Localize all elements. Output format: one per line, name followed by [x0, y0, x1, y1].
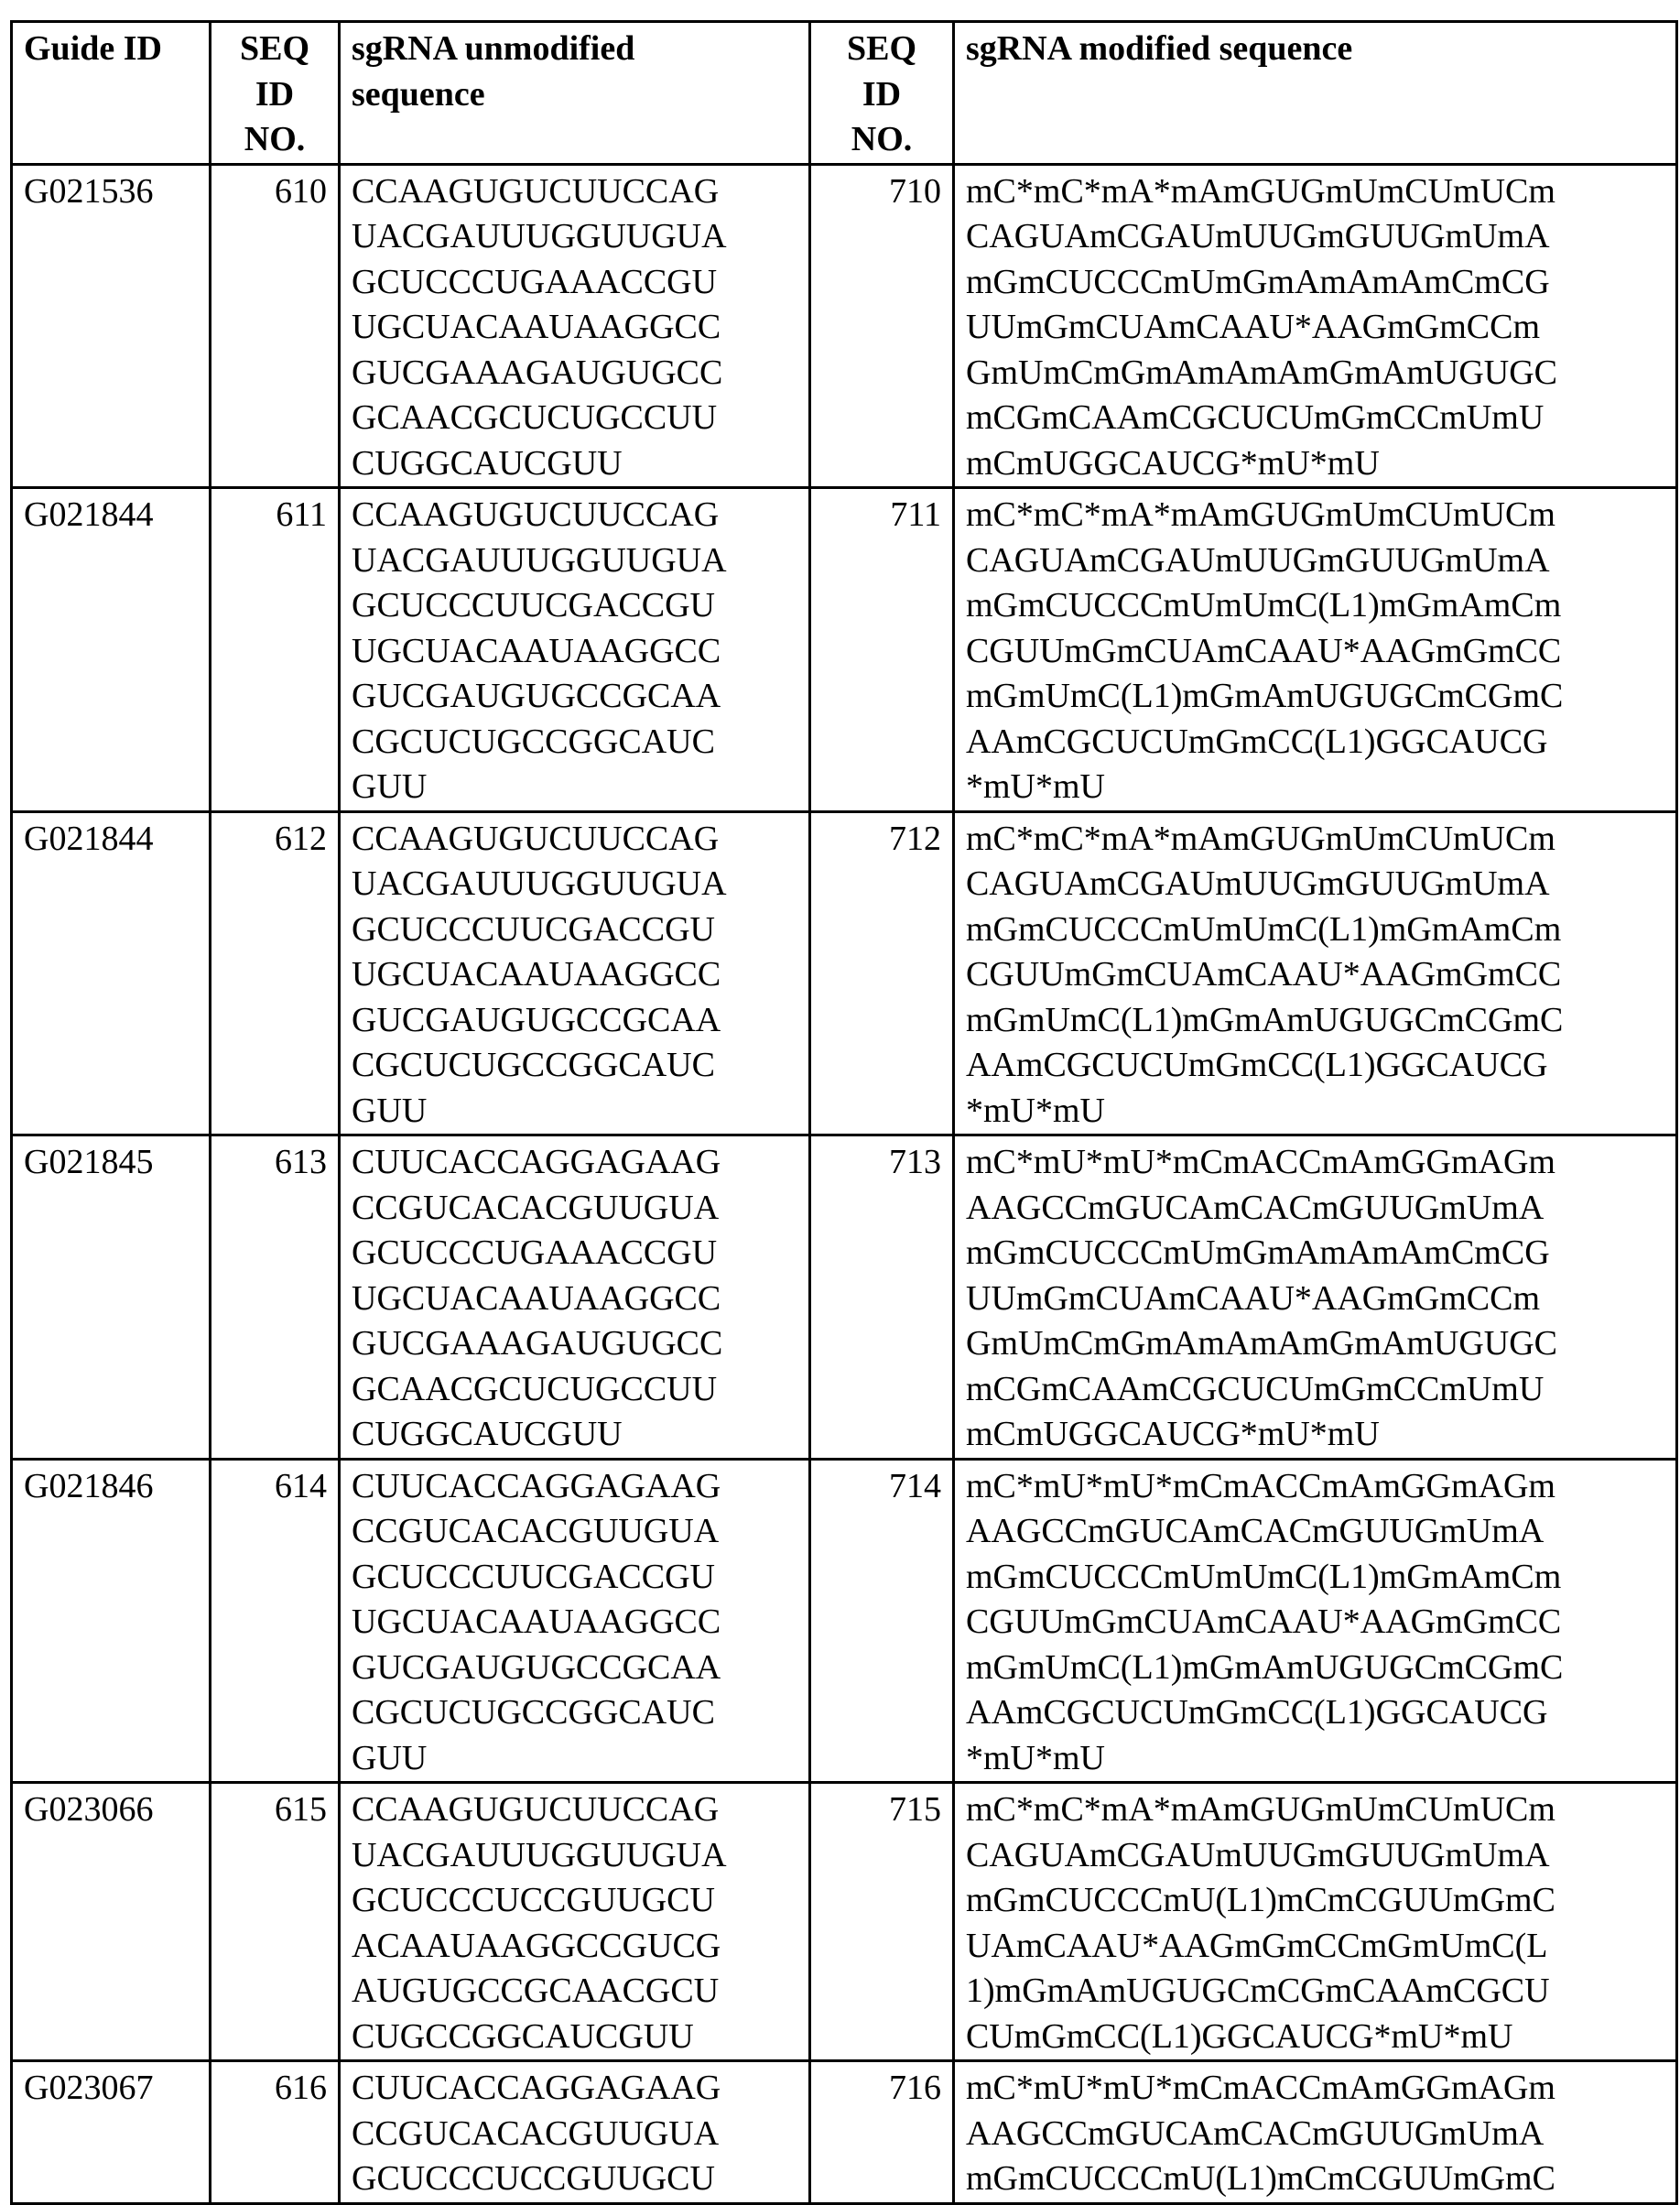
sequence-line: CAGUAmCGAUmUUGmGUUGmUmA — [966, 1833, 1664, 1879]
sequence-line: mGmCUCCCmU(L1)mCmCGUUmGmC — [966, 1878, 1664, 1924]
sequence-line: CCGUCACACGUUGUA — [352, 1186, 797, 1232]
sequence-line: GUU — [352, 765, 797, 810]
header-label: Guide ID — [24, 27, 198, 72]
sequence-line: UUmGmCUAmCAAU*AAGmGmCCm — [966, 305, 1664, 351]
sequence-line: CGUUmGmCUAmCAAU*AAGmGmCC — [966, 629, 1664, 675]
sequence-line: UGCUACAAUAAGGCC — [352, 1276, 797, 1322]
sequence-line: UGCUACAAUAAGGCC — [352, 305, 797, 351]
unmodified-sequence-cell — [340, 2061, 810, 2204]
cell-text: 716 — [822, 2066, 941, 2112]
sequence-line: mGmUmC(L1)mGmAmUGUGCmCGmC — [966, 998, 1664, 1044]
cell-text: 616 — [222, 2066, 327, 2112]
modified-sequence-cell — [954, 1783, 1677, 2061]
sequence-line: CCAAGUGUCUUCCAG — [352, 817, 797, 863]
sequence-line: CCAAGUGUCUUCCAG — [352, 169, 797, 215]
header-seq-id-modified — [810, 22, 954, 165]
sequence-line: GCAACGCUCUGCCUU — [352, 1367, 797, 1413]
modified-sequence-cell — [954, 2061, 1677, 2204]
sequence-line: CAGUAmCGAUmUUGmGUUGmUmA — [966, 214, 1664, 260]
seq-id-unmodified-cell — [211, 2061, 340, 2204]
table-row — [12, 488, 1677, 812]
sequence-line: mCGmCAAmCGCUCUmGmCCmUmU — [966, 396, 1664, 441]
sequence-line: AAGCCmGUCAmCACmGUUGmUmA — [966, 2112, 1664, 2157]
header-seq-id-unmodified — [211, 22, 340, 165]
sequence-line: GUCGAUGUGCCGCAA — [352, 998, 797, 1044]
sequence-line: CGCUCUGCCGGCAUC — [352, 1043, 797, 1089]
cell-text: 711 — [822, 493, 941, 538]
sequence-line: GCUCCCUCCGUUGCU — [352, 1878, 797, 1924]
sequence-line: *mU*mU — [966, 1736, 1664, 1782]
cell-text: G021844 — [24, 493, 198, 538]
sequence-line: CUGGCAUCGUU — [352, 441, 797, 487]
sequence-line: AAmCGCUCUmGmCC(L1)GGCAUCG — [966, 720, 1664, 766]
sequence-line: mGmCUCCCmUmGmAmAmAmCmCG — [966, 260, 1664, 306]
sequence-line: UGCUACAAUAAGGCC — [352, 629, 797, 675]
header-label: SEQ — [822, 27, 941, 72]
sequence-line: mGmUmC(L1)mGmAmUGUGCmCGmC — [966, 1646, 1664, 1691]
sequence-line: GCUCCCUCCGUUGCU — [352, 2156, 797, 2202]
cell-text: 712 — [822, 817, 941, 863]
sequence-line: CCGUCACACGUUGUA — [352, 1509, 797, 1555]
cell-text: G023066 — [24, 1787, 198, 1833]
sequence-line: *mU*mU — [966, 765, 1664, 810]
sequence-line: UGCUACAAUAAGGCC — [352, 1600, 797, 1646]
table-row — [12, 1459, 1677, 1783]
header-label: sequence — [352, 72, 797, 118]
cell-text: 612 — [222, 817, 327, 863]
unmodified-sequence-cell — [340, 488, 810, 812]
cell-text: G021536 — [24, 169, 198, 215]
sequence-line: UACGAUUUGGUUGUA — [352, 862, 797, 907]
cell-text: 715 — [822, 1787, 941, 1833]
sequence-line: GmUmCmGmAmAmAmGmAmUGUGC — [966, 351, 1664, 396]
sequence-line: mGmCUCCCmUmUmC(L1)mGmAmCm — [966, 1555, 1664, 1601]
sequence-line: GCUCCCUUCGACCGU — [352, 907, 797, 953]
sequence-line: 1)mGmAmUGUGCmCGmCAAmCGCU — [966, 1969, 1664, 2015]
sequence-line: CUGCCGGCAUCGUU — [352, 2015, 797, 2060]
cell-text: G021845 — [24, 1140, 198, 1186]
sequence-line: CCGUCACACGUUGUA — [352, 2112, 797, 2157]
modified-sequence-cell — [954, 1459, 1677, 1783]
sequence-line: mC*mC*mA*mAmGUGmUmCUmUCm — [966, 817, 1664, 863]
sequence-line: mCGmCAAmCGCUCUmGmCCmUmU — [966, 1367, 1664, 1413]
sequence-line: UACGAUUUGGUUGUA — [352, 538, 797, 584]
guide-id-cell — [12, 2061, 211, 2204]
guide-id-cell — [12, 1459, 211, 1783]
sequence-line: GCUCCCUUCGACCGU — [352, 1555, 797, 1601]
sequence-line: CAGUAmCGAUmUUGmGUUGmUmA — [966, 862, 1664, 907]
header-label: ID — [822, 72, 941, 118]
sequence-line: CGCUCUGCCGGCAUC — [352, 1690, 797, 1736]
sequence-line: mCmUGGCAUCG*mU*mU — [966, 1412, 1664, 1458]
sequence-line: UACGAUUUGGUUGUA — [352, 1833, 797, 1879]
sequence-line: mGmCUCCCmUmUmC(L1)mGmAmCm — [966, 907, 1664, 953]
cell-text: 710 — [822, 169, 941, 215]
table-body — [12, 164, 1677, 2203]
sequence-line: CUmGmCC(L1)GGCAUCG*mU*mU — [966, 2015, 1664, 2060]
sequence-line: UAmCAAU*AAGmGmCCmGmUmC(L — [966, 1924, 1664, 1970]
sequence-line: mC*mU*mU*mCmACCmAmGGmAGm — [966, 1464, 1664, 1510]
sgrna-table — [10, 20, 1678, 2205]
cell-text: G021846 — [24, 1464, 198, 1510]
sequence-line: CUUCACCAGGAGAAG — [352, 1464, 797, 1510]
unmodified-sequence-cell — [340, 1783, 810, 2061]
cell-text: 611 — [222, 493, 327, 538]
cell-text: 615 — [222, 1787, 327, 1833]
header-label: sgRNA modified sequence — [966, 27, 1664, 72]
cell-text: 613 — [222, 1140, 327, 1186]
cell-text: 614 — [222, 1464, 327, 1510]
header-label: NO. — [222, 117, 327, 163]
sequence-line: UACGAUUUGGUUGUA — [352, 214, 797, 260]
modified-sequence-cell — [954, 488, 1677, 812]
sequence-line: CCAAGUGUCUUCCAG — [352, 493, 797, 538]
sequence-line: CUGGCAUCGUU — [352, 1412, 797, 1458]
unmodified-sequence-cell — [340, 1135, 810, 1460]
seq-id-unmodified-cell — [211, 1135, 340, 1460]
sequence-line: mGmCUCCCmU(L1)mCmCGUUmGmC — [966, 2156, 1664, 2202]
sequence-line: GCUCCCUGAAACCGU — [352, 260, 797, 306]
header-unmodified-sequence — [340, 22, 810, 165]
seq-id-unmodified-cell — [211, 811, 340, 1135]
sequence-line: GCUCCCUUCGACCGU — [352, 583, 797, 629]
sequence-line: CCAAGUGUCUUCCAG — [352, 1787, 797, 1833]
table-row — [12, 2061, 1677, 2204]
table-row — [12, 1783, 1677, 2061]
sequence-line: AAGCCmGUCAmCACmGUUGmUmA — [966, 1509, 1664, 1555]
unmodified-sequence-cell — [340, 1459, 810, 1783]
guide-id-cell — [12, 488, 211, 812]
modified-sequence-cell — [954, 1135, 1677, 1460]
seq-id-modified-cell — [810, 2061, 954, 2204]
modified-sequence-cell — [954, 164, 1677, 488]
header-label: sgRNA unmodified — [352, 27, 797, 72]
header-modified-sequence — [954, 22, 1677, 165]
header-label: ID — [222, 72, 327, 118]
sequence-line: mGmCUCCCmUmGmAmAmAmCmCG — [966, 1231, 1664, 1276]
table-row — [12, 164, 1677, 488]
sequence-line: mCmUGGCAUCG*mU*mU — [966, 441, 1664, 487]
header-label: SEQ — [222, 27, 327, 72]
modified-sequence-cell — [954, 811, 1677, 1135]
sequence-line: GCUCCCUGAAACCGU — [352, 1231, 797, 1276]
sequence-line: mC*mC*mA*mAmGUGmUmCUmUCm — [966, 1787, 1664, 1833]
sequence-line: mC*mC*mA*mAmGUGmUmCUmUCm — [966, 493, 1664, 538]
seq-id-modified-cell — [810, 488, 954, 812]
seq-id-modified-cell — [810, 1135, 954, 1460]
sequence-line: GUCGAUGUGCCGCAA — [352, 674, 797, 720]
sequence-line: *mU*mU — [966, 1089, 1664, 1135]
guide-id-cell — [12, 1783, 211, 2061]
seq-id-modified-cell — [810, 1783, 954, 2061]
sequence-line: mGmUmC(L1)mGmAmUGUGCmCGmC — [966, 674, 1664, 720]
sequence-line: ACAAUAAGGCCGUCG — [352, 1924, 797, 1970]
sequence-line: GUU — [352, 1736, 797, 1782]
guide-id-cell — [12, 811, 211, 1135]
seq-id-unmodified-cell — [211, 488, 340, 812]
sequence-line: GUCGAUGUGCCGCAA — [352, 1646, 797, 1691]
sequence-line: CUUCACCAGGAGAAG — [352, 1140, 797, 1186]
sequence-line: UUmGmCUAmCAAU*AAGmGmCCm — [966, 1276, 1664, 1322]
header-label: NO. — [822, 117, 941, 163]
header-guide-id — [12, 22, 211, 165]
seq-id-unmodified-cell — [211, 1459, 340, 1783]
sequence-line: mC*mC*mA*mAmGUGmUmCUmUCm — [966, 169, 1664, 215]
guide-id-cell — [12, 164, 211, 488]
seq-id-modified-cell — [810, 1459, 954, 1783]
sequence-line: CAGUAmCGAUmUUGmGUUGmUmA — [966, 538, 1664, 584]
table-row — [12, 1135, 1677, 1460]
sequence-line: CUUCACCAGGAGAAG — [352, 2066, 797, 2112]
sequence-line: AAGCCmGUCAmCACmGUUGmUmA — [966, 1186, 1664, 1232]
sequence-line: mGmCUCCCmUmUmC(L1)mGmAmCm — [966, 583, 1664, 629]
unmodified-sequence-cell — [340, 811, 810, 1135]
seq-id-unmodified-cell — [211, 1783, 340, 2061]
cell-text: 713 — [822, 1140, 941, 1186]
sequence-line: AAmCGCUCUmGmCC(L1)GGCAUCG — [966, 1043, 1664, 1089]
sequence-line: mC*mU*mU*mCmACCmAmGGmAGm — [966, 1140, 1664, 1186]
cell-text: 714 — [822, 1464, 941, 1510]
sequence-line: mC*mU*mU*mCmACCmAmGGmAGm — [966, 2066, 1664, 2112]
sequence-line: CGCUCUGCCGGCAUC — [352, 720, 797, 766]
sequence-line: GUU — [352, 1089, 797, 1135]
sequence-line: CGUUmGmCUAmCAAU*AAGmGmCC — [966, 1600, 1664, 1646]
cell-text: 610 — [222, 169, 327, 215]
seq-id-unmodified-cell — [211, 164, 340, 488]
sequence-line: UGCUACAAUAAGGCC — [352, 952, 797, 998]
sequence-line: AUGUGCCGCAACGCU — [352, 1969, 797, 2015]
sequence-line: AAmCGCUCUmGmCC(L1)GGCAUCG — [966, 1690, 1664, 1736]
cell-text: G023067 — [24, 2066, 198, 2112]
sequence-line: GmUmCmGmAmAmAmGmAmUGUGC — [966, 1321, 1664, 1367]
sequence-line: GCAACGCUCUGCCUU — [352, 396, 797, 441]
seq-id-modified-cell — [810, 811, 954, 1135]
sequence-line: GUCGAAAGAUGUGCC — [352, 351, 797, 396]
cell-text: G021844 — [24, 817, 198, 863]
table-row — [12, 811, 1677, 1135]
sequence-line: GUCGAAAGAUGUGCC — [352, 1321, 797, 1367]
seq-id-modified-cell — [810, 164, 954, 488]
table-header-row — [12, 22, 1677, 165]
sequence-line: CGUUmGmCUAmCAAU*AAGmGmCC — [966, 952, 1664, 998]
guide-id-cell — [12, 1135, 211, 1460]
unmodified-sequence-cell — [340, 164, 810, 488]
